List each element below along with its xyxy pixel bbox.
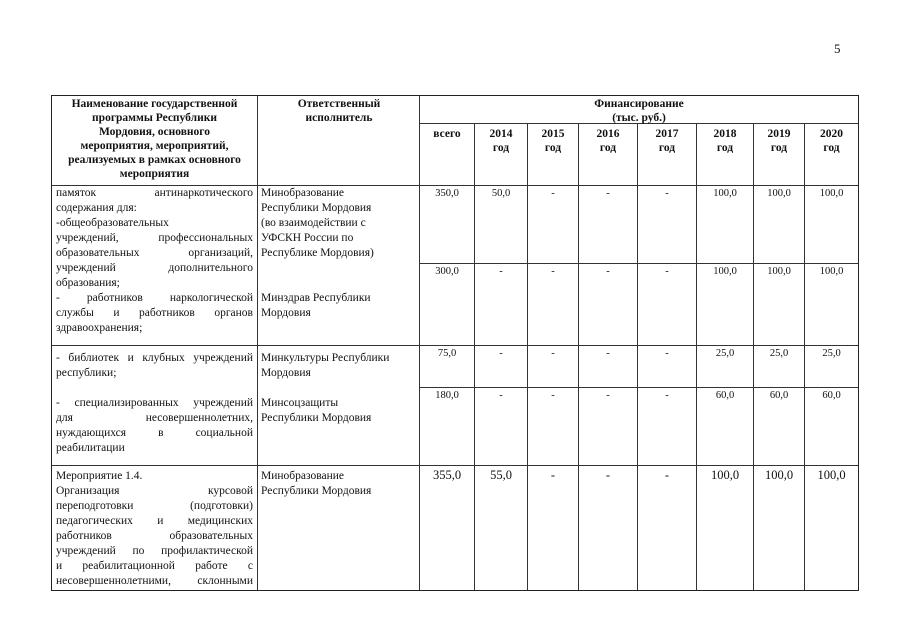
value-cell: 180,0 — [435, 390, 459, 401]
value-cell: - — [551, 188, 555, 199]
header-year-2014: 2014 год — [489, 128, 513, 154]
row-exec-minzdrav: Минздрав Республики Мордовия — [261, 292, 371, 319]
value-cell: 75,0 — [437, 348, 457, 359]
header-total: всего — [433, 128, 461, 140]
value-cell: - — [606, 188, 610, 199]
value-cell: 100,0 — [710, 468, 740, 482]
value-cell: 60,0 — [769, 390, 789, 401]
row-divider-3 — [419, 387, 858, 388]
value-cell: 355,0 — [432, 468, 462, 482]
value-cell: - — [551, 348, 555, 359]
value-cell: 25,0 — [715, 348, 735, 359]
value-cell: - — [606, 390, 610, 401]
financing-table — [51, 95, 859, 591]
value-cell: 100,0 — [819, 188, 844, 199]
header-year-2019: 2019 год — [767, 128, 791, 154]
col-divider-exec — [419, 96, 420, 590]
value-cell: - — [665, 390, 669, 401]
value-cell: 100,0 — [713, 188, 737, 199]
value-cell: - — [551, 266, 555, 277]
header-year-2018: 2018 год — [713, 128, 737, 154]
value-cell: - — [499, 348, 503, 359]
value-cell: 100,0 — [764, 468, 794, 482]
value-cell: - — [606, 348, 610, 359]
value-cell: 60,0 — [715, 390, 735, 401]
header-financing: Финансирование (тыс. руб.) — [594, 98, 684, 124]
row-name-special-institutions: - специализированных учреждений для несовершеннолетних, нуждающихся в социальной реабилитации — [56, 397, 253, 454]
value-cell: 100,0 — [713, 266, 737, 277]
value-cell: 100,0 — [817, 468, 846, 482]
row-exec-minobr: Минобразование Республики Мордовия (во взаимодействии с УФСКН России по Республике Мордовия) — [261, 187, 374, 259]
value-cell: 350,0 — [435, 188, 459, 199]
value-cell: 100,0 — [767, 266, 791, 277]
value-cell: 100,0 — [819, 266, 844, 277]
row-divider-1 — [419, 263, 858, 264]
header-program-name: Наименование государственной программы Республики Мордовия, основного мероприятия, мероприятий, реализуемых в рамках основного мероприятия — [68, 98, 241, 180]
value-cell: - — [499, 390, 503, 401]
header-executor: Ответственный исполнитель — [297, 98, 381, 124]
value-cell: - — [665, 188, 669, 199]
row-divider-4 — [52, 465, 858, 466]
row-name-measure-1-4: Мероприятие 1.4. Организация курсовой переподготовки (подготовки) педагогических и медицинских работников образовательных учреждений по профилактической и реабилитационной работе с несовершеннолетними, склонными — [56, 470, 253, 587]
value-cell: - — [550, 468, 556, 482]
header-year-2015: 2015 год — [541, 128, 565, 154]
value-cell: 55,0 — [490, 468, 512, 482]
col-divider-name — [257, 96, 258, 590]
value-cell: 60,0 — [822, 390, 841, 401]
value-cell: 300,0 — [435, 266, 459, 277]
row-name-libraries: - библиотек и клубных учреждений республики; — [56, 352, 253, 379]
value-cell: - — [605, 468, 611, 482]
value-cell: - — [606, 266, 610, 277]
value-cell: 25,0 — [822, 348, 841, 359]
value-cell: - — [665, 348, 669, 359]
header-year-2017: 2017 год — [655, 128, 679, 154]
value-cell: - — [665, 266, 669, 277]
value-cell: - — [664, 468, 670, 482]
value-cell: - — [499, 266, 503, 277]
row-name-booklets: памяток антинаркотического содержания для: -общеобразовательных учреждений, профессиональных образовательных организаций, учреждений дополнительного образования; - работников наркологической службы и работников органов здравоохранения; — [56, 187, 253, 334]
value-cell: 50,0 — [491, 188, 511, 199]
header-year-2016: 2016 год — [596, 128, 620, 154]
row-exec-minkult: Минкультуры Республики Мордовия — [261, 352, 390, 379]
value-cell: 100,0 — [767, 188, 791, 199]
value-cell: - — [551, 390, 555, 401]
value-cell: 25,0 — [769, 348, 789, 359]
header-year-2020: 2020 год — [820, 128, 843, 154]
row-exec-minobr-2: Минобразование Республики Мордовия — [261, 470, 372, 497]
row-exec-minsoc: Минсоцзащиты Республики Мордовия — [261, 397, 372, 424]
row-divider-2 — [52, 345, 858, 346]
page-number: 5 — [834, 41, 841, 56]
